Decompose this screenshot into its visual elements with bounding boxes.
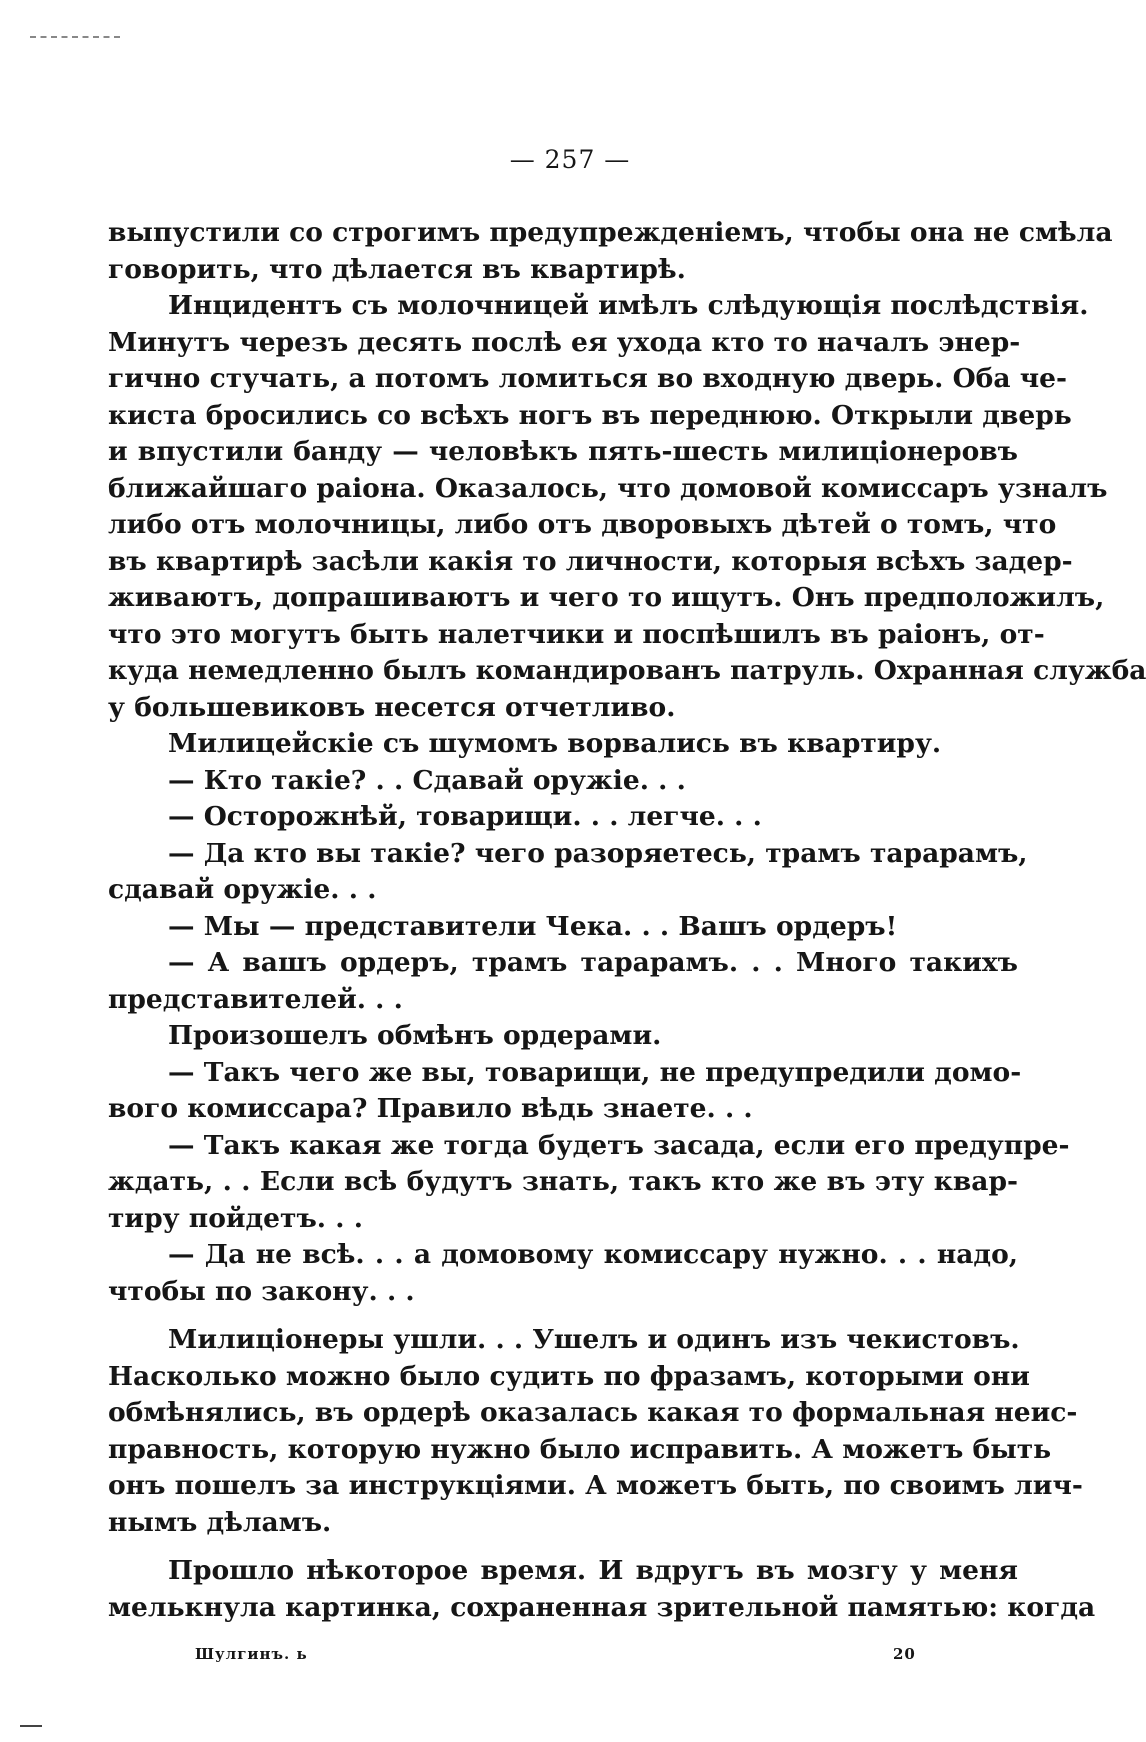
text-line: Произошелъ обмѣнъ ордерами. [168, 1020, 662, 1051]
text-line: что это могутъ быть налетчики и поспѣшилъ въ раіонъ, от- [108, 618, 1045, 650]
scan-artifact-dash [20, 1725, 42, 1727]
text-line: — Да не всѣ. . . а домовому комиссару нужно. . . надо, [168, 1239, 1018, 1270]
text-line: — Такъ чего же вы, товарищи, не предупредили домо- [168, 1056, 1022, 1088]
text-line: куда немедленно былъ командированъ патруль. Охранная служба [108, 655, 1146, 686]
text-line: онъ пошелъ за инструкціями. А можетъ быть, по своимъ лич- [108, 1470, 1083, 1501]
text-line: Насколько можно было судить по фразамъ, которыми они [108, 1360, 1030, 1392]
text-line: ближайшаго раіона. Оказалось, что домовой комиссаръ узналъ [108, 472, 1108, 504]
text-line: Инцидентъ съ молочницей имѣлъ слѣдующія послѣдствія. [168, 290, 1089, 321]
text-line: гично стучать, а потомъ ломиться во входную дверь. Оба че- [108, 363, 1067, 394]
text-line: киста бросились со всѣхъ ногъ въ переднюю. Открыли дверь [108, 399, 1072, 431]
footer-signature: Шулгинъ. ь [195, 1645, 308, 1663]
text-line: у большевиковъ несется отчетливо. [108, 691, 676, 723]
text-line: вого комиссара? Правило вѣдь знаете. . . [108, 1093, 753, 1124]
text-line: сдавай оружіе. . . [108, 874, 377, 905]
text-line: представителей. . . [108, 983, 403, 1015]
text-line: въ квартирѣ засѣли какія то личности, которыя всѣхъ задер- [108, 545, 1073, 577]
text-line: — Кто такіе? . . Сдавай оружіе. . . [168, 764, 686, 796]
text-line: живаютъ, допрашиваютъ и чего то ищутъ. Онъ предположилъ, [108, 582, 1105, 613]
text-line: — Такъ какая же тогда будетъ засада, если его предупре- [168, 1129, 1070, 1161]
text-line: — Осторожнѣй, товарищи. . . легче. . . [168, 801, 762, 832]
text-line: ждать, . . Если всѣ будутъ знать, такъ кто же въ эту квар- [108, 1166, 1018, 1197]
text-line: тиру пойдетъ. . . [108, 1202, 363, 1234]
text-line: — Мы — представители Чека. . . Вашъ ордеръ! [168, 910, 898, 942]
text-line: нымъ дѣламъ. [108, 1506, 332, 1538]
text-line: обмѣнялись, въ ордерѣ оказалась какая то формальная неис- [108, 1397, 1078, 1428]
text-line: мелькнула картинка, сохраненная зрительной памятью: когда [108, 1591, 1096, 1623]
text-line: — Да кто вы такіе? чего разоряетесь, трамъ тарарамъ, [168, 837, 1028, 869]
text-line: Милицейскіе съ шумомъ ворвались въ квартиру. [168, 728, 942, 759]
text-line: — А вашъ ордеръ, трамъ тарарамъ. . . Много такихъ [168, 947, 1018, 978]
paragraph-gap [108, 1541, 1018, 1553]
text-line: и впустили банду — человѣкъ пять-шесть милиціонеровъ [108, 436, 1018, 467]
text-line: выпустили со строгимъ предупрежденіемъ, чтобы она не смѣла [108, 217, 1113, 248]
paragraph-gap [108, 1310, 1018, 1322]
text-line: Минутъ черезъ десять послѣ ея ухода кто то началъ энер- [108, 326, 1021, 358]
text-line: либо отъ молочницы, либо отъ дворовыхъ дѣтей о томъ, что [108, 509, 1057, 540]
scan-artifact-mark [30, 36, 120, 39]
text-line: правность, которую нужно было исправить. А можетъ быть [108, 1433, 1052, 1465]
text-line: говорить, что дѣлается въ квартирѣ. [108, 253, 686, 285]
page-footer [0, 1645, 1140, 1675]
text-line: Милиціонеры ушли. . . Ушелъ и одинъ изъ чекистовъ. [168, 1324, 1020, 1355]
body-text [108, 215, 1146, 1626]
text-line: Прошло нѣкоторое время. И вдругъ въ мозгу у меня [168, 1555, 1018, 1586]
footer-sheet-number: 20 [893, 1645, 916, 1663]
page-number: — 257 — [509, 145, 631, 174]
text-line: чтобы по закону. . . [108, 1275, 415, 1307]
